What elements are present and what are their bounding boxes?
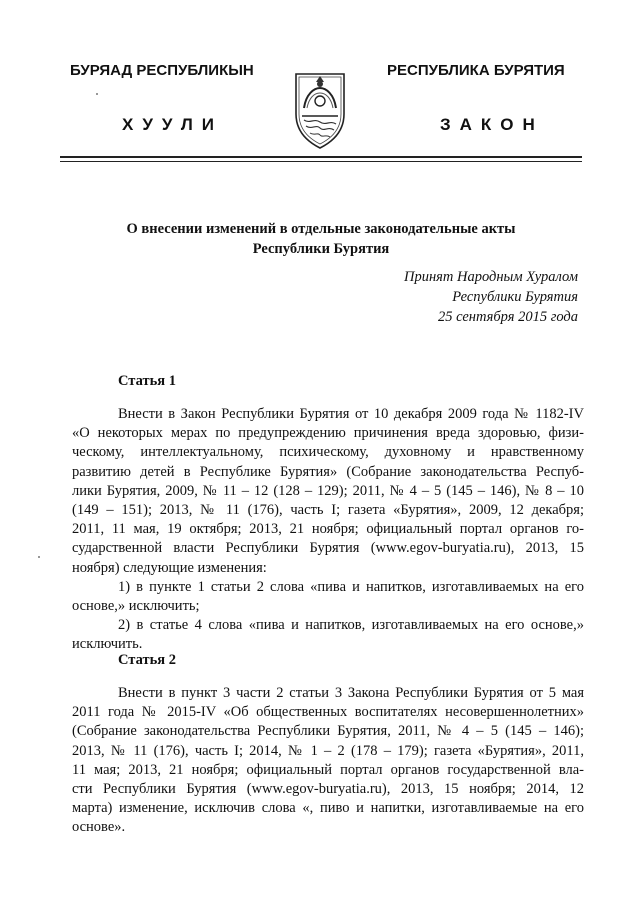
header-left-sub: ХУУЛИ (122, 115, 223, 134)
header-right-sub: ЗАКОН (440, 115, 544, 134)
text-line: 2013, № 11 (176), часть I; 2014, № 1 – 2 (178 – 179); газета «Бурятия», 2011, (72, 742, 584, 759)
header-rule-thick (60, 156, 582, 158)
scan-speck (96, 93, 98, 95)
text-line: 2011 года № 2015-IV «Об общественных воспитателях несовершеннолетних» (72, 704, 584, 721)
text-line: Внести в Закон Республики Бурятия от 10 декабря 2009 года № 1182-IV (118, 406, 584, 422)
article-1-body (72, 405, 584, 655)
text-line: марта) изменение, исключив слова «, пиво и напитки, изготавливаемые на его (72, 800, 584, 817)
text-line: сударственной власти Республики Бурятия (www.egov-buryatia.ru), 2013, 15 (72, 540, 584, 557)
document-title (60, 219, 582, 259)
adoption-date: 25 сентября 2015 года (437, 309, 578, 325)
list-item-1-cont: основе,» исключить; (72, 598, 200, 615)
article-1-heading: Статья 1 (118, 373, 176, 389)
text-line: основе». (72, 819, 126, 836)
list-item-2-cont: исключить. (72, 636, 143, 653)
text-line: (Собрание законодательства Республики Бурятия, 2011, № 4 – 5 (145 – 146); (72, 723, 584, 740)
coat-of-arms-icon (292, 68, 348, 150)
title-line: О внесении изменений в отдельные законодательные акты (126, 221, 516, 237)
header-left-title: БУРЯАД РЕСПУБЛИКЫН (70, 62, 254, 79)
title-line: Республики Бурятия (252, 241, 390, 257)
text-line: «О некоторых мерах по предупреждению причинения вреда здоровью, физи- (72, 425, 584, 442)
text-line: ноября) следующие изменения: (72, 559, 267, 576)
adoption-line: Принят Народным Хуралом (403, 269, 578, 285)
adoption-line: Республики Бурятия (452, 289, 578, 305)
list-item-2: 2) в статье 4 слова «пива и напитков, изготавливаемых на его основе,» (118, 617, 584, 634)
text-line: (149 – 151); 2013, № 11 (176), часть I; газета «Бурятия», 2009, 12 декабря; (72, 502, 584, 519)
scan-speck (38, 556, 40, 558)
adoption-note (404, 267, 578, 327)
text-line: 2011, 11 мая, 19 октября; 2013, 21 ноября; официальный портал органов го- (72, 521, 584, 538)
text-line: лики Бурятия, 2009, № 11 – 12 (128 – 129); 2011, № 4 – 5 (145 – 146), № 8 – 10 (72, 482, 584, 499)
text-line: 11 мая; 2013, 21 ноября; официальный портал органов государственной вла- (72, 761, 584, 778)
article-2-heading: Статья 2 (118, 652, 176, 668)
text-line: сти Республики Бурятия (www.egov-buryatia.ru), 2013, 15 ноября; 2014, 12 (72, 781, 584, 798)
text-line: Внести в пункт 3 части 2 статьи 3 Закона Республики Бурятия от 5 мая (118, 685, 584, 701)
list-item-1: 1) в пункте 1 статьи 2 слова «пива и напитков, изготавливаемых на его (118, 578, 584, 595)
header-right-title: РЕСПУБЛИКА БУРЯТИЯ (387, 62, 565, 79)
header-rule-thin (60, 161, 582, 162)
text-line: развитию детей в Республике Бурятия» (Собрание законодательства Респуб- (72, 463, 584, 480)
text-line: ческому, интеллектуальному, психическому, духовному и нравственному (72, 444, 584, 461)
article-2-body (72, 684, 584, 838)
